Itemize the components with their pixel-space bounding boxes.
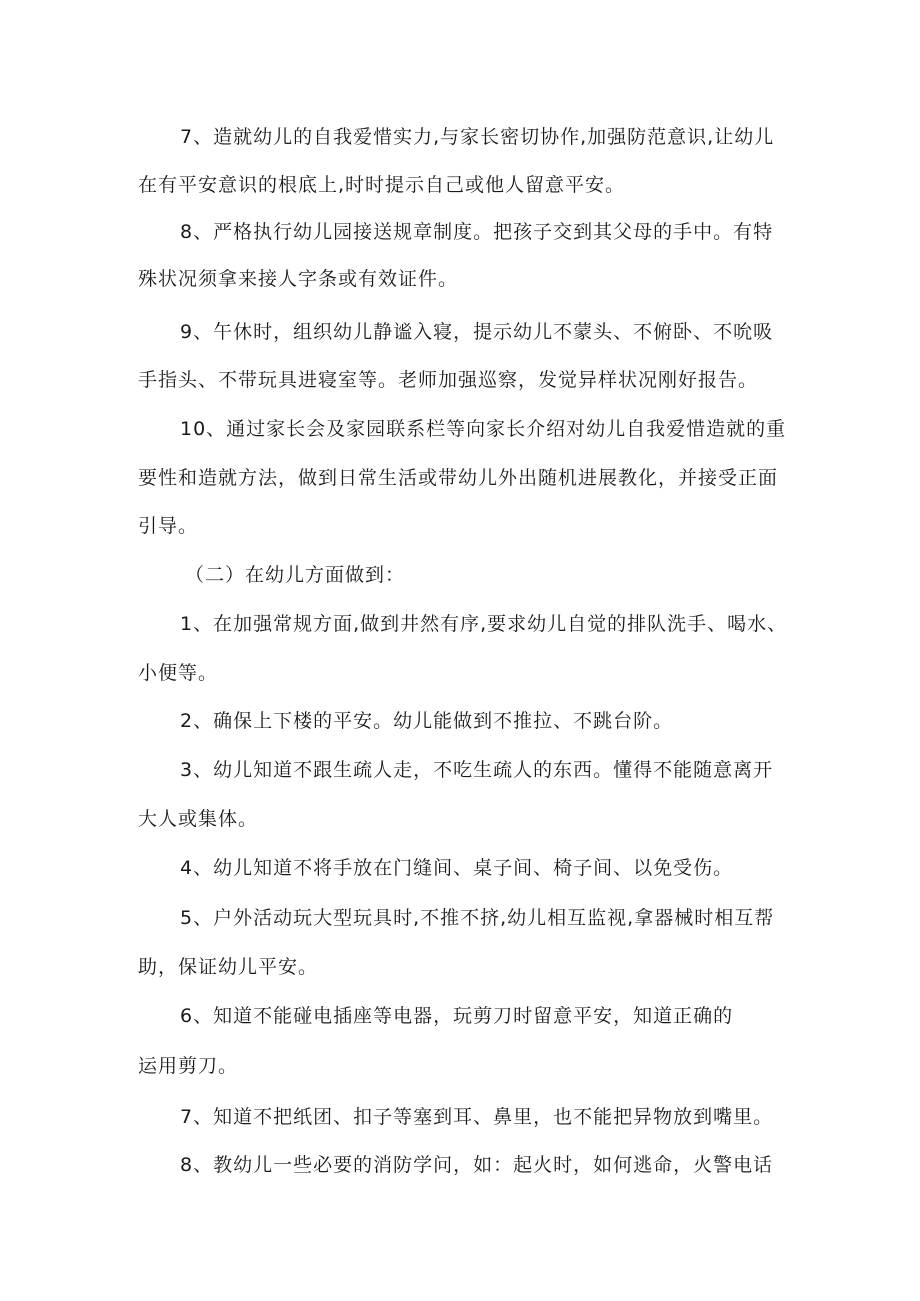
text-line: 大人或集体。 bbox=[138, 808, 259, 830]
text-line: 8、教幼儿一些必要的消防学问，如：起火时，如何逃命，火警电话 bbox=[180, 1154, 774, 1176]
text-line: 引导。 bbox=[138, 515, 199, 537]
text-line: 6、知道不能碰电插座等电器，玩剪刀时留意平安，知道正确的 bbox=[180, 1005, 734, 1027]
text-line: 10、通过家长会及家园联系栏等向家长介绍对幼儿自我爱惜造就的重 bbox=[180, 418, 787, 440]
text-line: 在有平安意识的根底上,时时提示自己或他人留意平安。 bbox=[138, 174, 626, 196]
section-heading: （二）在幼儿方面做到： bbox=[185, 564, 406, 586]
text-line: 7、知道不把纸团、扣子等塞到耳、鼻里，也不能把异物放到嘴里。 bbox=[180, 1106, 774, 1128]
text-line: 4、幼儿知道不将手放在门缝间、桌子间、椅子间、以免受伤。 bbox=[180, 857, 734, 879]
text-line: 7、造就幼儿的自我爱惜实力,与家长密切协作,加强防范意识,让幼儿 bbox=[180, 126, 775, 148]
text-line: 2、确保上下楼的平安。幼儿能做到不推拉、不跳台阶。 bbox=[180, 710, 674, 732]
text-line: 手指头、不带玩具进寝室等。老师加强巡察，发觉异样状况刚好报告。 bbox=[138, 369, 759, 391]
text-line: 要性和造就方法，做到日常生活或带幼儿外出随机进展教化，并接受正面 bbox=[138, 467, 779, 489]
text-line: 助，保证幼儿平安。 bbox=[138, 956, 319, 978]
text-line: 运用剪刀。 bbox=[138, 1055, 239, 1077]
text-line: 小便等。 bbox=[138, 662, 219, 684]
text-line: 3、幼儿知道不跟生疏人走，不吃生疏人的东西。懂得不能随意离开 bbox=[180, 759, 774, 781]
text-line: 9、午休时，组织幼儿静谧入寝，提示幼儿不蒙头、不俯卧、不吮吸 bbox=[180, 321, 774, 343]
text-line: 殊状况须拿来接人字条或有效证件。 bbox=[138, 268, 459, 290]
text-line: 5、户外活动玩大型玩具时,不推不挤,幼儿相互监视,拿器械时相互帮 bbox=[180, 907, 775, 929]
text-line: 1、在加强常规方面,做到井然有序,要求幼儿自觉的排队洗手、喝水、 bbox=[180, 613, 788, 635]
text-line: 8、严格执行幼儿园接送规章制度。把孩子交到其父母的手中。有特 bbox=[180, 221, 774, 243]
